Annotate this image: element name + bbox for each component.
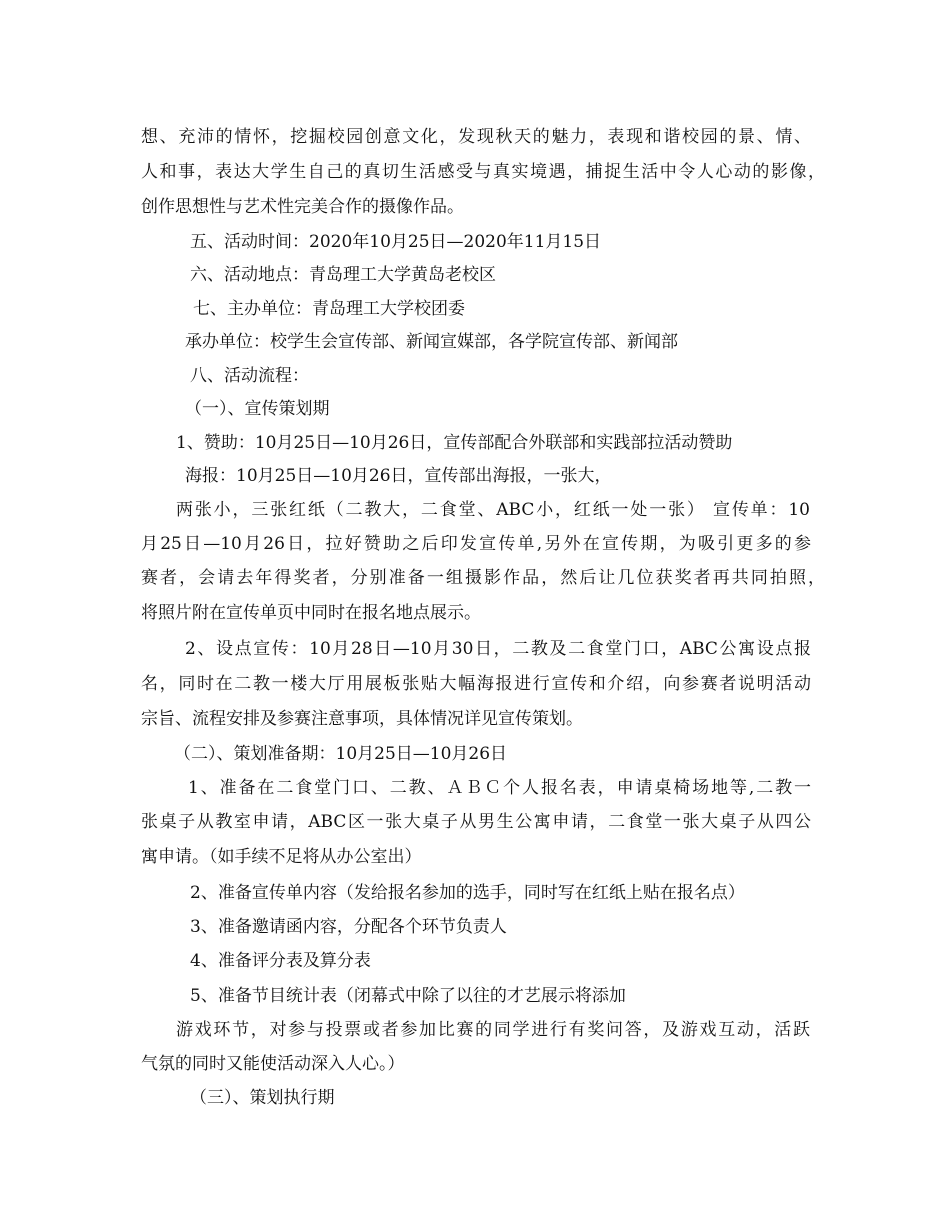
list-item: 2、准备宣传单内容（发给报名参加的选手，同时写在红纸上贴在报名点） bbox=[190, 883, 745, 903]
paragraph-line: 人和事，表达大学生自己的真切生活感受与真实境遇，捕捉生活中令人心动的影像， bbox=[141, 162, 825, 182]
section-heading: 六、活动地点：青岛理工大学黄岛老校区 bbox=[190, 265, 496, 285]
paragraph-line: 气氛的同时又能使活动深入人心。） bbox=[141, 1054, 405, 1074]
paragraph-line: 月25日—10月26日，拉好赞助之后印发宣传单,另外在宣传期，为吸引更多的参 bbox=[141, 534, 811, 554]
paragraph-line: 张桌子从教室申请，ABC区一张大桌子从男生公寓申请，二食堂一张大桌子从四公 bbox=[141, 812, 811, 832]
paragraph-line: 创作思想性与艺术性完美合作的摄像作品。 bbox=[141, 197, 464, 217]
paragraph-line: 海报：10月25日—10月26日，宣传部出海报，一张大， bbox=[185, 466, 612, 486]
list-item: 1、赞助：10月25日—10月26日，宣传部配合外联部和实践部拉活动赞助 bbox=[176, 433, 733, 453]
paragraph-line: 想、充沛的情怀，挖掘校园创意文化，发现秋天的魅力，表现和谐校园的景、情、 bbox=[141, 127, 811, 147]
section-heading: 八、活动流程： bbox=[190, 366, 309, 386]
list-item: 5、准备节目统计表（闭幕式中除了以往的才艺展示将添加 bbox=[190, 986, 626, 1006]
subsection-heading: （二）、策划准备期：10月25日—10月26日 bbox=[174, 744, 508, 764]
paragraph-line: 两张小，三张红纸（二教大，二食堂、ABC小，红纸一处一张） 宣传单：10 bbox=[176, 500, 810, 520]
paragraph-line: 赛者，会请去年得奖者，分别准备一组摄影作品，然后让几位获奖者再共同拍照， bbox=[141, 568, 825, 588]
paragraph-line: 宗旨、流程安排及参赛注意事项，具体情况详见宣传策划。 bbox=[141, 709, 583, 729]
list-item: 3、准备邀请函内容，分配各个环节负责人 bbox=[190, 917, 507, 937]
subsection-heading: （三）、策划执行期 bbox=[190, 1088, 335, 1108]
subsection-heading: （一）、宣传策划期 bbox=[185, 399, 330, 419]
paragraph-line: 名，同时在二教一楼大厅用展板张贴大幅海报进行宣传和介绍，向参赛者说明活动 bbox=[141, 674, 811, 694]
paragraph-line: 将照片附在宣传单页中同时在报名地点展示。 bbox=[141, 603, 481, 623]
paragraph-line: 承办单位：校学生会宣传部、新闻宣媒部，各学院宣传部、新闻部 bbox=[185, 332, 678, 352]
section-heading: 七、主办单位：青岛理工大学校团委 bbox=[193, 299, 465, 319]
paragraph-line: 寓申请。（如手续不足将从办公室出） bbox=[141, 847, 422, 867]
list-item: 2、设点宣传：10月28日—10月30日，二教及二食堂门口，ABC公寓设点报 bbox=[185, 639, 811, 659]
section-heading: 五、活动时间：2020年10月25日—2020年11月15日 bbox=[190, 232, 602, 252]
list-item: 1、准备在二食堂门口、二教、ＡＢＣ个人报名表，申请桌椅场地等,二教一 bbox=[188, 778, 811, 798]
paragraph-line: 游戏环节，对参与投票或者参加比赛的同学进行有奖问答，及游戏互动，活跃 bbox=[176, 1020, 810, 1040]
list-item: 4、准备评分表及算分表 bbox=[190, 951, 371, 971]
